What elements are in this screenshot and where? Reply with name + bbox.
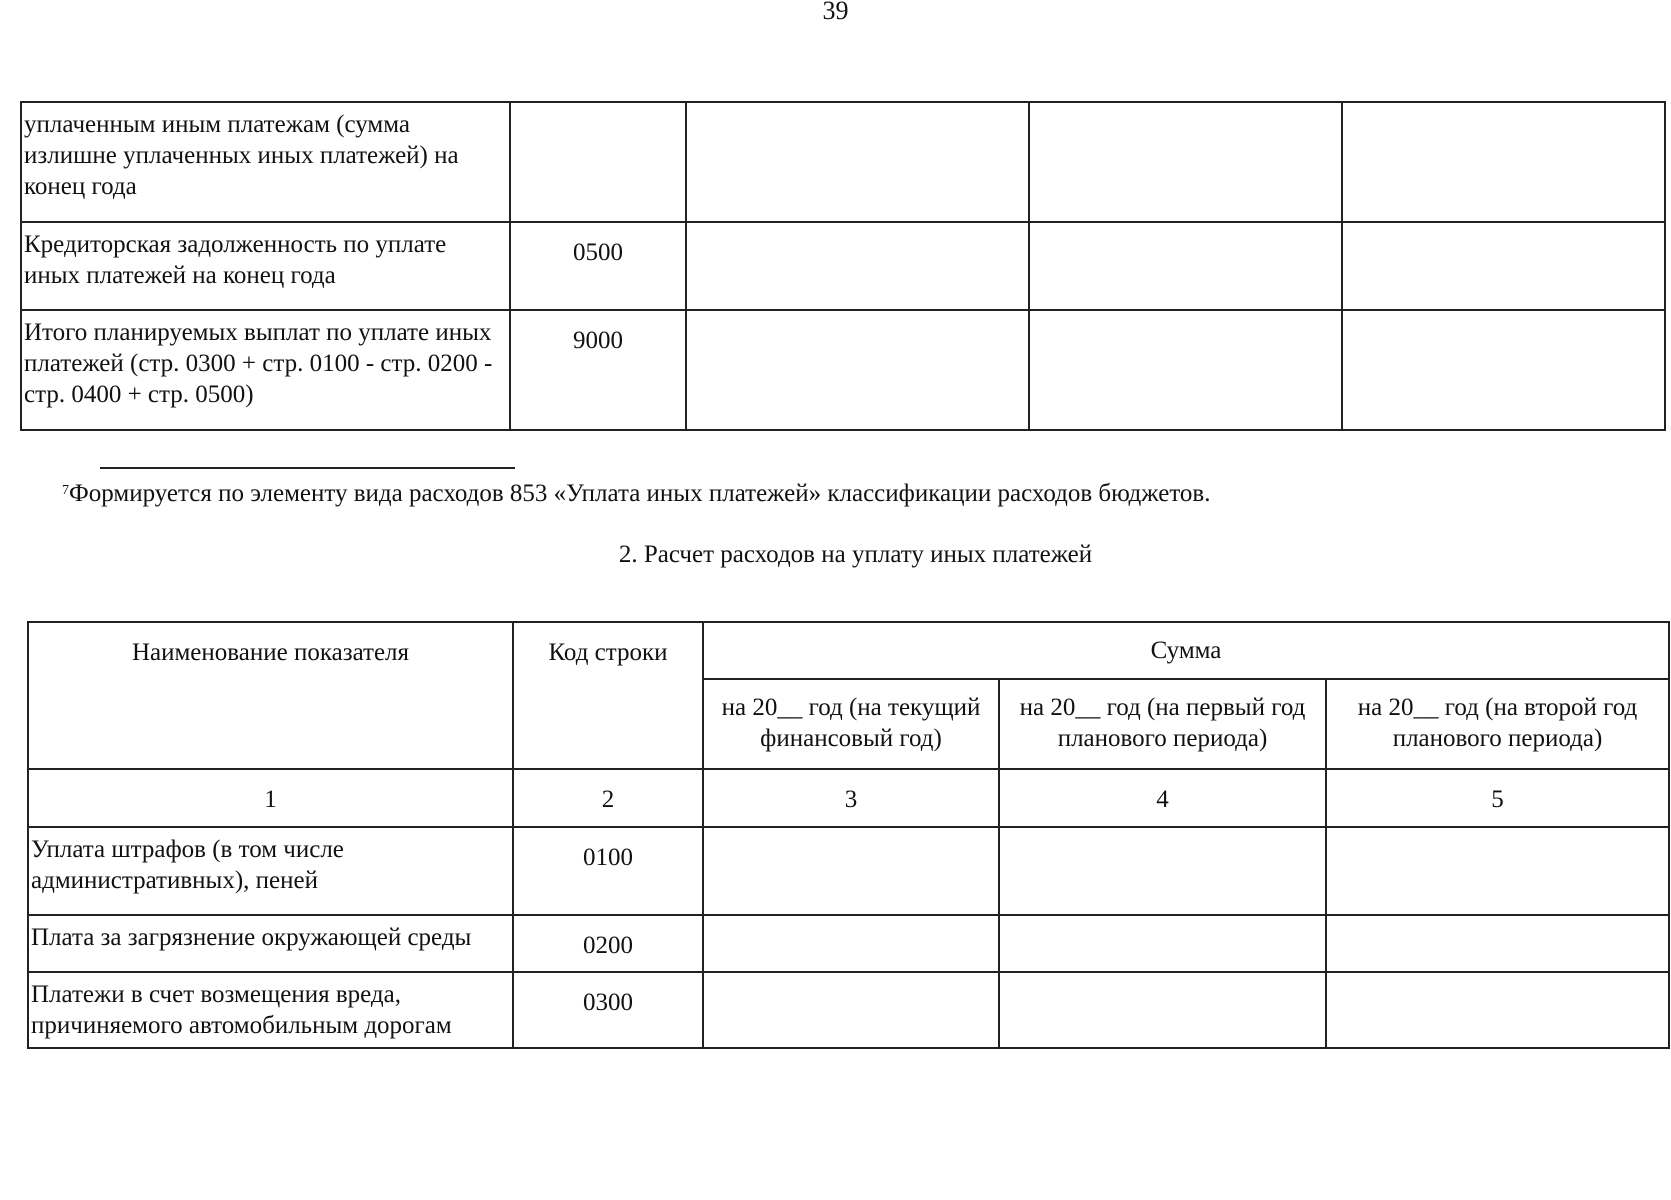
header-current-year: на 20__ год (на текущий финансовый год) [703,679,999,769]
sum-cell-second-plan-year [1342,102,1665,222]
sum-cell-current-year [703,972,999,1048]
sum-cell-first-plan-year [1029,102,1342,222]
sum-cell-first-plan-year [1029,222,1342,310]
row-code-cell: 0100 [513,827,703,915]
column-number: 3 [703,769,999,827]
header-second-plan-year: на 20__ год (на второй год планового периода) [1326,679,1669,769]
sum-cell-second-plan-year [1326,827,1669,915]
footnote [62,480,1210,508]
row-name-cell: Итого планируемых выплат по уплате иных платежей (стр. 0300 + стр. 0100 - стр. 0200 - стр. 0400 + стр. 0500) [21,310,510,430]
row-name-cell: Платежи в счет возмещения вреда, причиняемого автомобильным дорогам [28,972,513,1048]
footnote-divider [100,467,515,469]
table-row [21,310,1665,430]
sum-cell-second-plan-year [1326,915,1669,972]
sum-cell-current-year [703,915,999,972]
sum-cell-second-plan-year [1342,222,1665,310]
footnote-text: Формируется по элементу вида расходов 853 «Уплата иных платежей» классификации расходов бюджетов. [69,480,1211,507]
table-row [28,827,1669,915]
row-code-cell: 0300 [513,972,703,1048]
row-code-cell: 0200 [513,915,703,972]
sum-cell-current-year [686,222,1029,310]
table-row [21,222,1665,310]
sum-cell-first-plan-year [999,972,1326,1048]
header-indicator-name: Наименование показателя [28,622,513,769]
table-row [28,915,1669,972]
row-name-cell: Плата за загрязнение окружающей среды [28,915,513,972]
section-title: 2. Расчет расходов на уплату иных платежей [618,541,1093,568]
row-code-cell [510,102,686,222]
column-numbers-row [28,769,1669,827]
sum-cell-second-plan-year [1326,972,1669,1048]
column-number: 1 [28,769,513,827]
row-code-cell: 9000 [510,310,686,430]
header-row-code: Код строки [513,622,703,769]
footnote-marker: 7 [62,483,69,498]
table-row [21,102,1665,222]
header-first-plan-year: на 20__ год (на первый год планового периода) [999,679,1326,769]
table-header-row [28,622,1669,679]
page-number: 39 [822,0,849,25]
sum-cell-first-plan-year [999,915,1326,972]
sum-cell-first-plan-year [999,827,1326,915]
column-number: 4 [999,769,1326,827]
payments-table-continued [20,101,1666,431]
sum-cell-first-plan-year [1029,310,1342,430]
sum-cell-current-year [686,310,1029,430]
sum-cell-current-year [703,827,999,915]
row-code-cell: 0500 [510,222,686,310]
column-number: 5 [1326,769,1669,827]
row-name-cell: уплаченным иным платежам (сумма излишне уплаченных иных платежей) на конец года [21,102,510,222]
header-sum: Сумма [703,622,1669,679]
row-name-cell: Уплата штрафов (в том числе административных), пеней [28,827,513,915]
other-payments-calculation-table [27,621,1670,1049]
row-name-cell: Кредиторская задолженность по уплате иных платежей на конец года [21,222,510,310]
sum-cell-current-year [686,102,1029,222]
sum-cell-second-plan-year [1342,310,1665,430]
column-number: 2 [513,769,703,827]
table-row [28,972,1669,1048]
